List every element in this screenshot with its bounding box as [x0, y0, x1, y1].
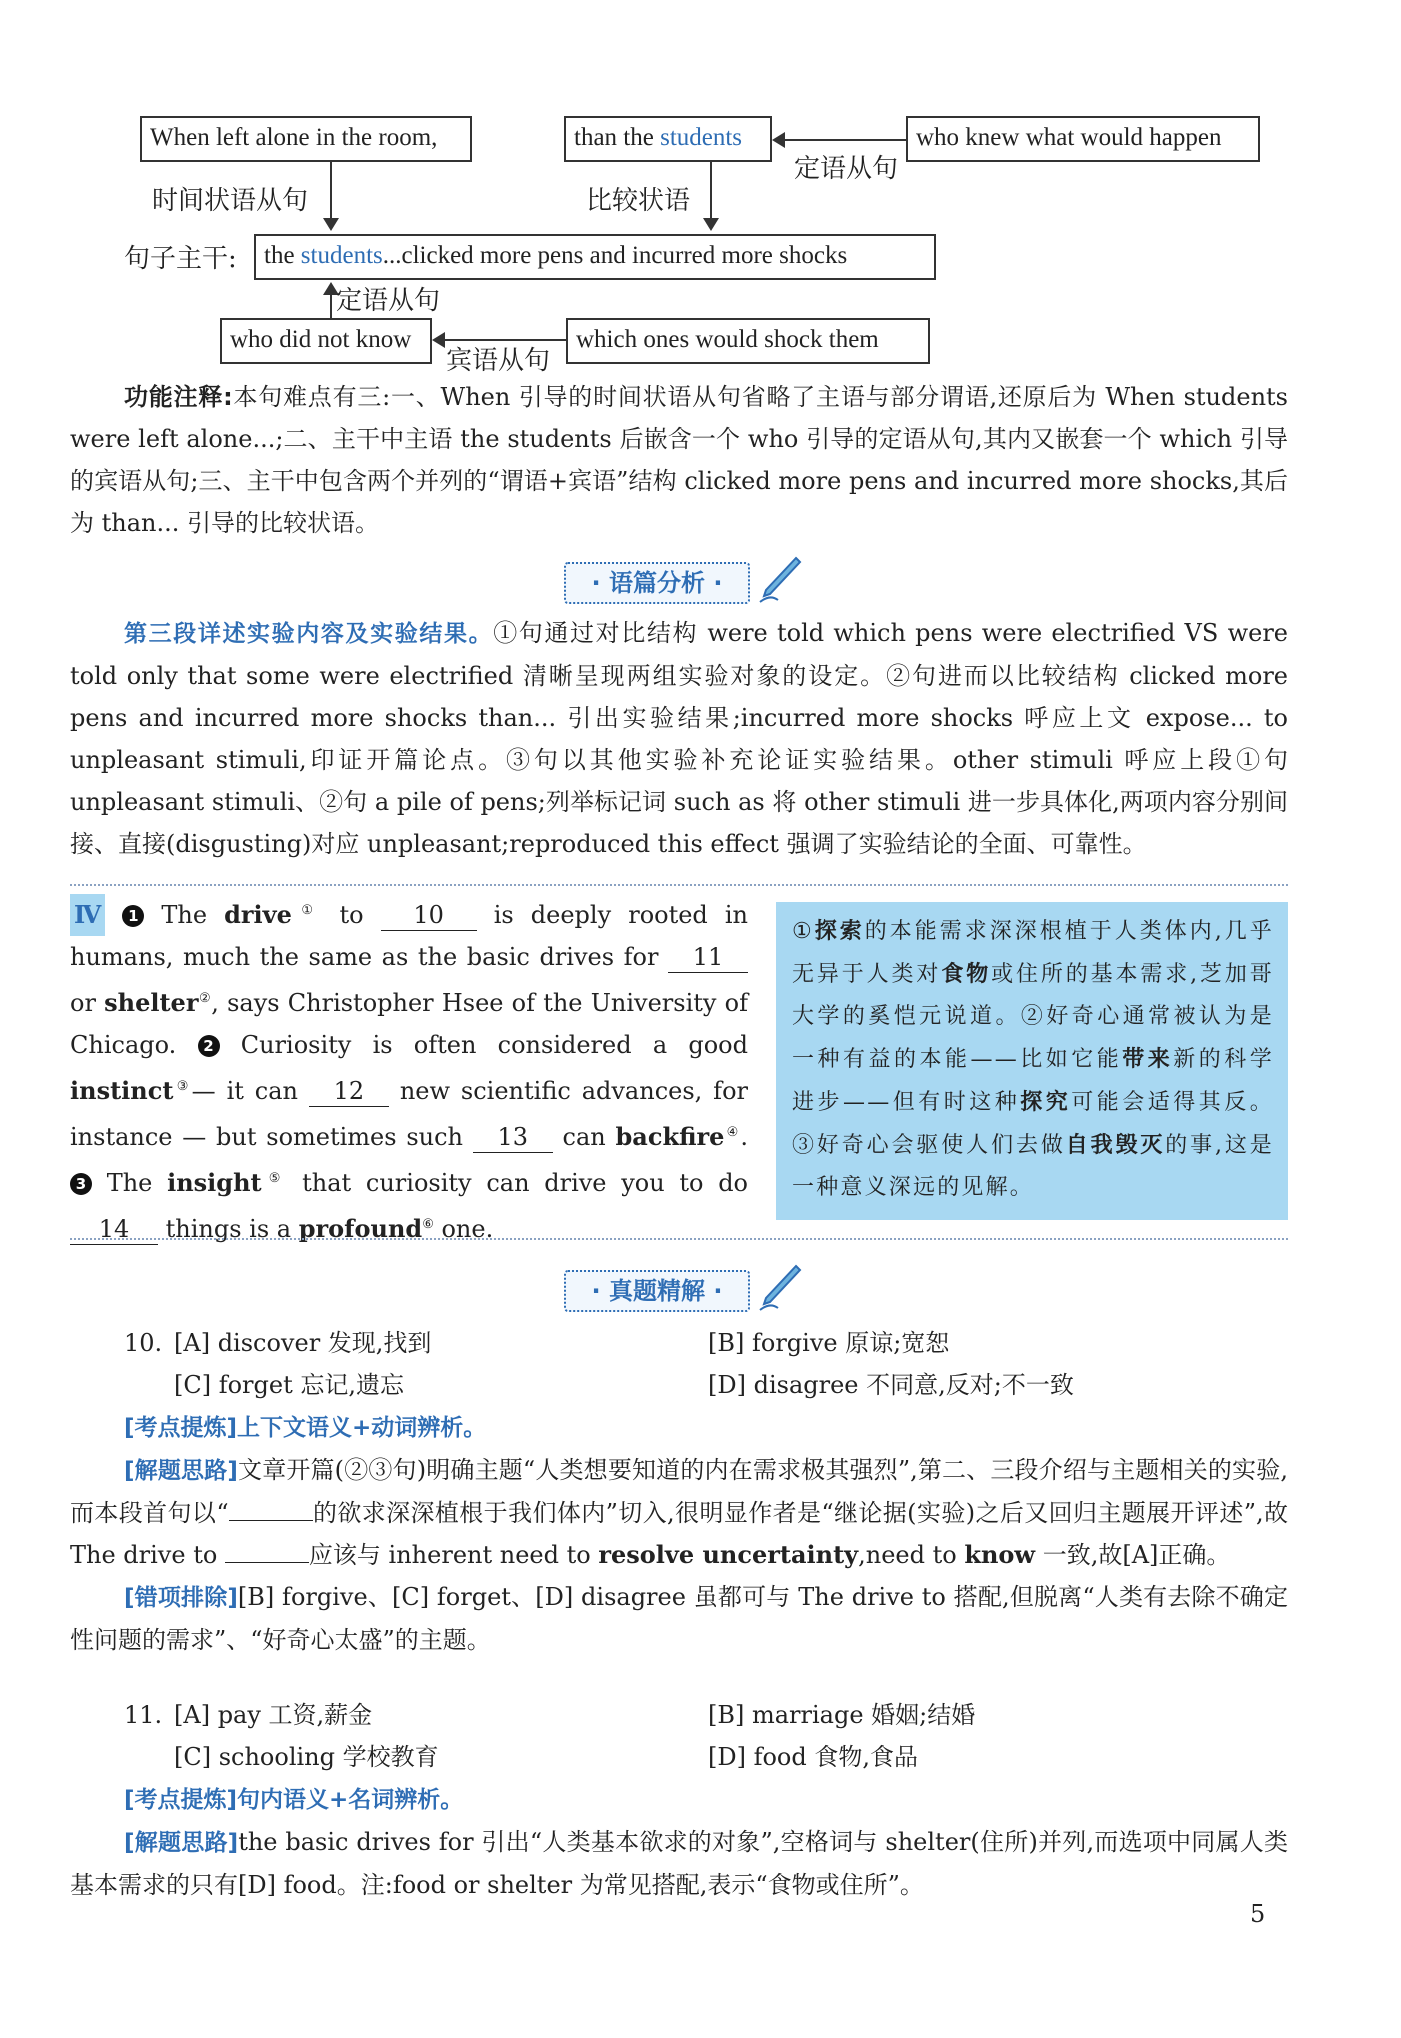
keyword-backfire: backfire	[615, 1122, 725, 1151]
footnote-3: ③	[173, 1079, 192, 1094]
translation-text: 新的科学进步——但有时这种	[792, 1047, 1274, 1115]
time-clause-label: 时间状语从句	[152, 186, 309, 216]
q10-keyword: know	[964, 1540, 1036, 1569]
q10-option-c[interactable]: [C] forget 忘记,遗忘	[174, 1371, 404, 1399]
translation-keyword: 带来	[1122, 1046, 1174, 1072]
q10-number: 10.	[124, 1329, 163, 1357]
pen-icon	[756, 1262, 802, 1318]
q11-explanation	[70, 1778, 1288, 1906]
q10-idea-text: 应该与 inherent need to	[308, 1541, 599, 1569]
translation-text: 或住所的基本需求,芝加哥大学的奚恺元说道。②好奇心通常被认为是一种有益的本能——比如它能	[792, 962, 1275, 1072]
translation-keyword: 探究	[1020, 1089, 1072, 1115]
page-number: 5	[1250, 1900, 1266, 1928]
blank-11[interactable]: 11	[668, 942, 748, 973]
passage-text: things is a	[158, 1215, 299, 1243]
translation-keyword: 食物	[941, 961, 992, 987]
main-clause-text-post: ...clicked more pens and incurred more shocks	[382, 242, 848, 269]
q11-option-b[interactable]: [B] marriage 婚姻;结婚	[708, 1701, 976, 1729]
keyword-instinct: instinct	[70, 1076, 174, 1105]
q10-blank	[225, 1562, 309, 1563]
translation-text: 的事,这是一种意义深远的见解。	[792, 1133, 1274, 1200]
function-note	[70, 376, 1288, 544]
q10-wrong-tag: [错项排除]	[124, 1585, 238, 1611]
q10-option-b[interactable]: [B] forgive 原谅;宽恕	[708, 1329, 950, 1357]
q10-idea-tag: [解题思路]	[124, 1458, 238, 1484]
q11-option-d[interactable]: [D] food 食物,食品	[708, 1743, 918, 1771]
blank-14[interactable]: 14	[70, 1214, 158, 1245]
passage-text: Curiosity is often considered a good	[219, 1031, 748, 1059]
translation-text: ①	[792, 919, 815, 944]
passage-text: to	[322, 901, 381, 929]
footnote-1: ①	[291, 903, 323, 918]
passage-text: , says Christopher Hsee of the University of Chicago.	[70, 989, 748, 1059]
discourse-lead: 第三段详述实验内容及实验结果。	[124, 621, 494, 647]
q10-point-tag: [考点提炼]	[124, 1415, 238, 1441]
q10-option-d[interactable]: [D] disagree 不同意,反对;不一致	[708, 1371, 1074, 1399]
passage-text: The	[144, 901, 225, 929]
passage-text: can	[552, 1123, 616, 1151]
function-note-tag: 功能注释:	[124, 383, 233, 411]
answers-title: · 真题精解 ·	[564, 1270, 750, 1312]
discourse-analysis-title: · 语篇分析 ·	[564, 562, 750, 604]
q11-point-tag: [考点提炼]	[124, 1787, 238, 1813]
translation-text: 的本能需求深深根植于人类体内,几乎无异于人类对	[792, 919, 1274, 987]
q11-option-a[interactable]: [A] pay 工资,薪金	[174, 1701, 373, 1729]
q10-idea-text: 文章开篇(②③句)明确主题“人类想要知道的内在需求极其强烈”,第二、三段介绍与主题相关的实验,而本段首句以“	[70, 1456, 1288, 1527]
translation-box	[776, 902, 1288, 1220]
sentence-marker-2: 2	[198, 1035, 220, 1057]
main-clause-keyword: students	[300, 242, 383, 269]
attr-clause-label-top: 定语从句	[794, 154, 899, 184]
attr-clause-label-bottom: 定语从句	[336, 286, 441, 316]
q10-wrong-text: [B] forgive、[C] forget、[D] disagree 虽都可与 The drive to 搭配,但脱离“人类有去除不确定性问题的需求”、“好奇心太盛”的主题。	[70, 1583, 1288, 1654]
who-did-not-know-box: who did not know	[220, 318, 432, 364]
comparison-keyword: students	[660, 124, 743, 151]
blank-12[interactable]: 12	[309, 1076, 389, 1107]
main-clause-box	[254, 234, 936, 280]
blank-13[interactable]: 13	[473, 1122, 553, 1153]
q10-blank	[229, 1520, 313, 1521]
time-clause-box: When left alone in the room,	[140, 116, 472, 162]
q11-option-c[interactable]: [C] schooling 学校教育	[174, 1743, 439, 1771]
who-knew-box: who knew what would happen	[906, 116, 1260, 162]
translation-text: 可能会适得其反。③好奇心会驱使人们去做	[792, 1090, 1274, 1158]
footnote-2: ②	[198, 991, 212, 1006]
main-clause-label: 句子主干:	[124, 244, 237, 274]
translation-keyword: 自我毁灭	[1065, 1132, 1166, 1158]
keyword-profound: profound	[298, 1214, 423, 1243]
object-clause-label: 宾语从句	[446, 346, 551, 376]
footnote-5: ⑤	[261, 1171, 288, 1186]
comparison-text: than the	[574, 124, 661, 151]
divider-top	[70, 884, 1288, 886]
which-ones-box: which ones would shock them	[566, 318, 930, 364]
keyword-drive: drive	[224, 900, 292, 929]
q10-explanation	[70, 1406, 1288, 1661]
keyword-insight: insight	[167, 1168, 262, 1197]
passage-text: one.	[433, 1215, 494, 1243]
sentence-marker-1: 1	[122, 905, 144, 927]
q10-idea-text: 的欲求深深植根于我们体内”切入,很明显作者是“继论据(实验)之后又回归主题展开评述”,故 The drive to	[70, 1499, 1288, 1569]
q10-point-text: 上下文语义+动词辨析。	[237, 1415, 487, 1441]
q10-keyword: resolve uncertainty	[598, 1540, 859, 1569]
passage-text: or	[70, 989, 105, 1017]
translation-keyword: 探索	[814, 918, 865, 944]
q10-option-a[interactable]: [A] discover 发现,找到	[174, 1329, 432, 1357]
function-note-text: 本句难点有三:一、When 引导的时间状语从句省略了主语与部分谓语,还原后为 When students were left alone...;二、主干中主语 the students 后嵌含一个 who 引导的定语从句,其内又嵌套一个 which 引导的宾语从句;三、主干中包含两个并列的“谓语+宾语”结构 clicked more pens and incurred more shocks,其后为 than... 引导的比较状语。	[70, 383, 1288, 537]
pen-icon	[756, 554, 802, 610]
discourse-text: ①句通过对比结构 were told which pens were electrified VS were told only that some were electrified 清晰呈现两组实验对象的设定。②句进而以比较结构 clicked more pens and incurred more shocks than... 引出实验结果;incurred more shocks 呼应上文 expose... to unpleasant stimuli,印证开篇论点。③句以其他实验补充论证实验结果。other stimuli 呼应上段①句 unpleasant stimuli、②句 a pile of pens;列举标记词 such as 将 other stimuli 进一步具体化,两项内容分别间接、直接(disgusting)对应 unpleasant;reproduced this effect 强调了实验结论的全面、可靠性。	[70, 619, 1288, 858]
passage-paragraph	[70, 890, 748, 1250]
passage-text: new scientific advances, for instance — but sometimes such	[70, 1077, 748, 1151]
discourse-analysis	[70, 612, 1288, 865]
footnote-4: ④	[724, 1125, 741, 1140]
q11-idea-text: the basic drives for 引出“人类基本欲求的对象”,空格词与 shelter(住所)并列,而选项中同属人类基本需求的只有[D] food。注:food or shelter 为常见搭配,表示“食物或住所”。	[70, 1828, 1288, 1899]
q11-idea-tag: [解题思路]	[124, 1830, 239, 1856]
main-clause-text-pre: the	[264, 242, 301, 269]
sentence-marker-3: 3	[70, 1173, 92, 1195]
passage-text: that curiosity can drive you to do	[287, 1169, 749, 1197]
passage-text: is deeply rooted in humans, much the same as the basic drives for	[70, 901, 748, 971]
q11-point-text: 句内语义+名词辨析。	[237, 1787, 464, 1813]
paragraph-number: Ⅳ	[70, 894, 105, 936]
comparison-label: 比较状语	[586, 186, 691, 216]
q10-idea-text: ,need to	[858, 1541, 965, 1569]
passage-text: The	[92, 1169, 168, 1197]
keyword-shelter: shelter	[104, 988, 199, 1017]
q11-number: 11.	[124, 1701, 163, 1729]
divider-bottom	[70, 1238, 1288, 1240]
footnote-6: ⑥	[422, 1217, 434, 1232]
comparison-box	[564, 116, 772, 162]
passage-text: — it can	[191, 1077, 309, 1105]
blank-10[interactable]: 10	[381, 900, 477, 931]
passage-text: .	[740, 1123, 749, 1151]
q10-idea-text: 一致,故[A]正确。	[1035, 1541, 1231, 1569]
